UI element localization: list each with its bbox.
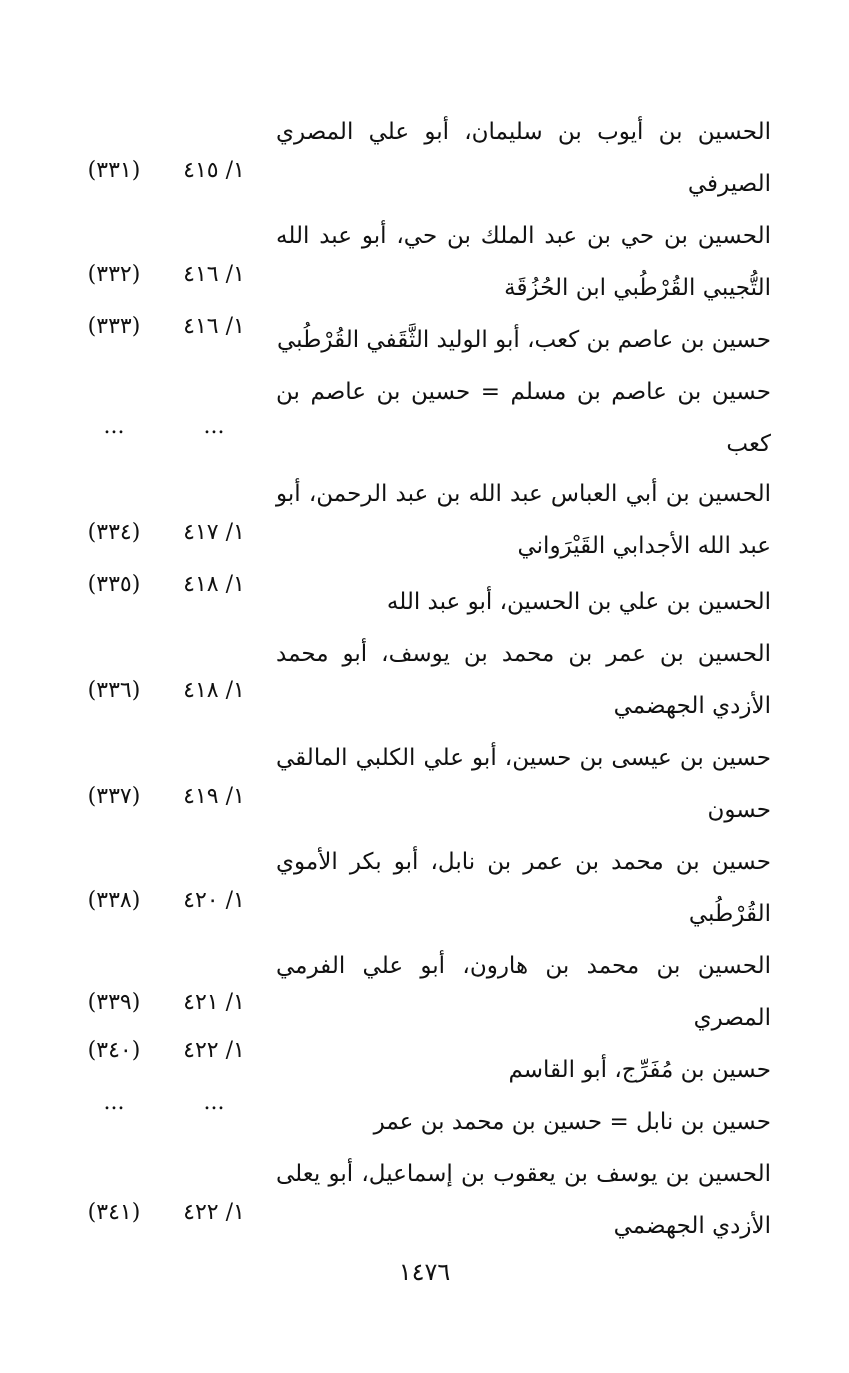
entry-number: (٣٤٠) bbox=[87, 1038, 141, 1063]
entry-volume-page: ١/ ٤١٦ bbox=[183, 262, 245, 287]
entry-name: حسين بن عاصم بن كعب، أبو الوليد الثَّقَفي القُرْطُبي bbox=[276, 327, 771, 353]
entry-name: حسين بن محمد بن عمر بن نابل، أبو بكر الأموي القُرْطُبي bbox=[276, 849, 771, 927]
entry-name: حسين بن مُفَرِّج، أبو القاسم bbox=[508, 1057, 771, 1083]
entry-volume-page: ١/ ٤١٨ bbox=[183, 572, 245, 597]
entry-name: حسين بن نابل = حسين بن محمد بن عمر bbox=[373, 1109, 771, 1135]
entry-number: (٣٣٩) bbox=[87, 990, 141, 1015]
entry-name: الحسين بن حي بن عبد الملك بن حي، أبو عبد الله التُّجيبي القُرْطُبي ابن الحُزُقَة bbox=[276, 223, 771, 301]
entry-number: (٣٣١) bbox=[87, 158, 141, 183]
entry-number: (٣٣٣) bbox=[87, 314, 141, 339]
entry-volume-page: ١/ ٤٢٢ bbox=[183, 1038, 245, 1063]
entry-name: الحسين بن محمد بن هارون، أبو علي الفرمي المصري bbox=[276, 953, 771, 1031]
page-number: ١٤٧٦ bbox=[398, 1258, 451, 1286]
entry-volume-page: ١/ ٤٢٢ bbox=[183, 1200, 245, 1225]
entry-volume-page: ١/ ٤٢٠ bbox=[183, 888, 245, 913]
entry-volume-page: ١/ ٤٢١ bbox=[183, 990, 245, 1015]
entry-volume-page: ١/ ٤١٨ bbox=[183, 678, 245, 703]
entry-name: الحسين بن علي بن الحسين، أبو عبد الله bbox=[386, 589, 771, 615]
entry-number: ... bbox=[103, 1090, 125, 1115]
entry-number: (٣٣٤) bbox=[87, 520, 141, 545]
entry-number: (٣٣٧) bbox=[87, 784, 141, 809]
entry-number: (٣٣٦) bbox=[87, 678, 141, 703]
entry-volume-page: ١/ ٤١٥ bbox=[183, 158, 245, 183]
entry-number: ... bbox=[103, 414, 125, 439]
entry-name: الحسين بن عمر بن محمد بن يوسف، أبو محمد الأزدي الجهضمي bbox=[276, 641, 771, 719]
entry-name: الحسين بن يوسف بن يعقوب بن إسماعيل، أبو يعلى الأزدي الجهضمي bbox=[276, 1161, 771, 1239]
entry-number: (٣٣٢) bbox=[87, 262, 141, 287]
entry-volume-page: ... bbox=[203, 414, 225, 439]
entry-name: حسين بن عيسى بن حسين، أبو علي الكلبي المالقي حسون bbox=[276, 745, 771, 823]
entry-volume-page: ١/ ٤١٦ bbox=[183, 314, 245, 339]
entry-number: (٣٤١) bbox=[87, 1200, 141, 1225]
entry-name: حسين بن عاصم بن مسلم = حسين بن عاصم بن كعب bbox=[276, 379, 771, 457]
entry-volume-page: ١/ ٤١٧ bbox=[183, 520, 245, 545]
entry-name: الحسين بن أيوب بن سليمان، أبو علي المصري الصيرفي bbox=[276, 119, 771, 197]
entry-number: (٣٣٥) bbox=[87, 572, 141, 597]
entry-volume-page: ١/ ٤١٩ bbox=[183, 784, 245, 809]
entry-name: الحسين بن أبي العباس عبد الله بن عبد الرحمن، أبو عبد الله الأجدابي القَيْرَواني bbox=[276, 481, 771, 559]
entry-volume-page: ... bbox=[203, 1090, 225, 1115]
entry-number: (٣٣٨) bbox=[87, 888, 141, 913]
